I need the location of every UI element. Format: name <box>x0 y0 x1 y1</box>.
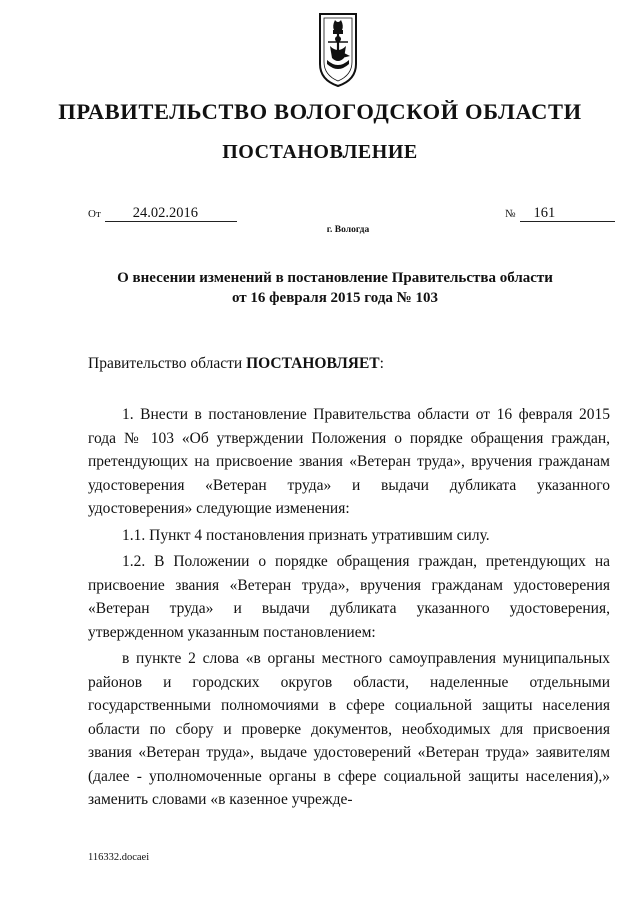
date-field <box>88 205 237 222</box>
intro-text: Правительство области <box>88 355 247 372</box>
paragraph-clause-2: в пункте 2 слова «в органы местного самоуправления муниципальных районов и городских округов области, наделенные отдельными государственными полномочиями в сфере социальной защиты населения области по сбору и проверке документов, необходимых для присвоения звания «Ветеран труда», выдаче удостоверений «Ветеран труда» заявителям (далее - уполномоченные органы в сфере социальной защиты населения),» заменить словами «в казенное учрежде- <box>88 650 610 808</box>
file-footer: 116332.docaei <box>88 852 150 863</box>
document-body <box>88 403 610 812</box>
paragraph-1: 1. Внести в постановление Правительства области от 16 февраля 2015 года № 103 «Об утверждении Положения о порядке обращения граждан, претендующих на присвоение звания «Ветеран труда», вручения гражданам удостоверения «Ветеран труда» и выдачи дубликата указанного удостоверения» следующие изменения: <box>88 406 610 517</box>
number-value: 161 <box>520 206 615 222</box>
heading-line-1: О внесении изменений в постановление Правительства области <box>117 270 553 286</box>
document-type: ПОСТАНОВЛЕНИЕ <box>222 141 418 163</box>
intro-emphasis: ПОСТАНОВЛЯЕТ <box>246 355 380 372</box>
number-field <box>505 205 615 222</box>
paragraph-1-2: 1.2. В Положении о порядке обращения граждан, претендующих на присвоение звания «Ветеран труда», вручения гражданам удостоверения «Ветеран труда» и выдачи дубликата указанного удостоверения, утвержденном указанным постановлением: <box>88 553 610 641</box>
paragraph-1-1: 1.1. Пункт 4 постановления признать утратившим силу. <box>122 526 490 544</box>
coat-of-arms-icon <box>318 12 358 88</box>
number-label: № <box>505 208 516 220</box>
intro-colon: : <box>379 355 384 372</box>
government-title: ПРАВИТЕЛЬСТВО ВОЛОГОДСКОЙ ОБЛАСТИ <box>58 99 582 124</box>
date-value: 24.02.2016 <box>105 206 237 222</box>
document-heading <box>60 268 610 308</box>
city-label: г. Вологда <box>326 225 370 235</box>
heading-line-2: от 16 февраля 2015 года № 103 <box>232 290 438 306</box>
date-label: От <box>88 208 101 220</box>
intro-line <box>88 355 384 373</box>
